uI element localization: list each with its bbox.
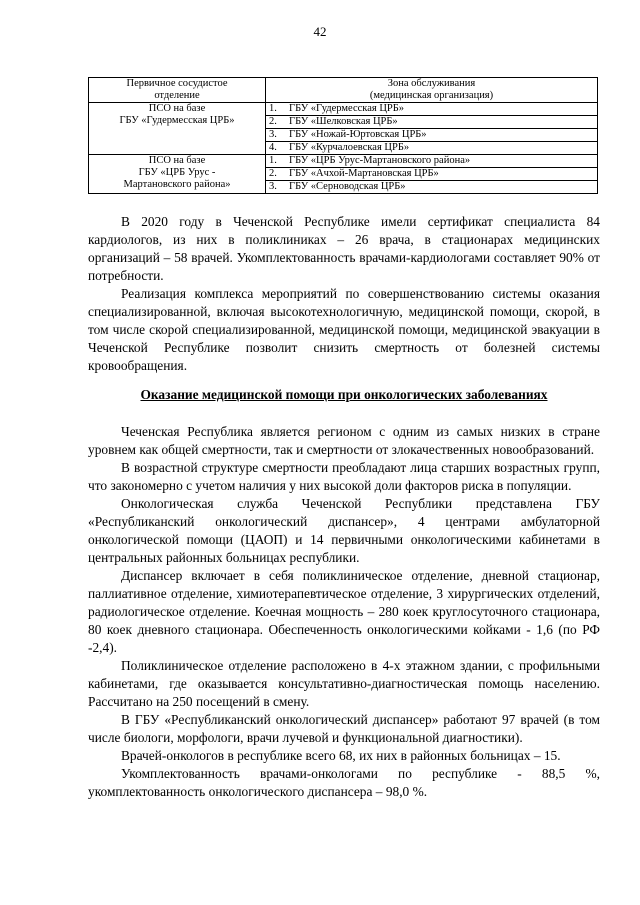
item-name: ГБУ «Ачхой-Мартановская ЦРБ» bbox=[286, 168, 598, 181]
paragraph: В возрастной структуре смертности преобладают лица старших возрастных групп, что закономерно с учетом наличия у них высокой доли факторов риска в популяции. bbox=[88, 460, 600, 493]
dept-cell bbox=[89, 155, 266, 194]
dept-line: ГБУ «Гудермесская ЦРБ» bbox=[119, 115, 235, 126]
table-row bbox=[89, 103, 598, 116]
zone-table bbox=[88, 77, 598, 194]
item-number: 2. bbox=[266, 116, 287, 129]
header-zone-line: (медицинская организация) bbox=[369, 90, 494, 101]
header-dept-line: отделение bbox=[154, 90, 200, 101]
paragraph: В ГБУ «Республиканский онкологический диспансер» работают 97 врачей (в том числе биологи, морфологи, врачи лучевой и функциональной диагностики). bbox=[88, 712, 600, 745]
header-zone bbox=[266, 78, 598, 103]
table-header-row bbox=[89, 78, 598, 103]
text-block-top bbox=[88, 213, 600, 375]
paragraph: Онкологическая служба Чеченской Республики представлена ГБУ «Республиканский онкологический диспансер», 4 центрами амбулаторной онкологической помощи (ЦАОП) и 14 первичными онкологическими кабинетами в центральных районных больницах республики. bbox=[88, 496, 600, 565]
dept-line: ГБУ «ЦРБ Урус - bbox=[138, 167, 216, 178]
item-name: ГБУ «Курчалоевская ЦРБ» bbox=[286, 142, 598, 155]
item-name: ГБУ «ЦРБ Урус-Мартановского района» bbox=[286, 155, 598, 168]
item-name: ГБУ «Гудермесская ЦРБ» bbox=[286, 103, 598, 116]
dept-line: Мартановского района» bbox=[123, 179, 231, 190]
item-number: 1. bbox=[266, 155, 287, 168]
paragraph: Реализация комплекса мероприятий по совершенствованию системы оказания специализированной, включая высокотехнологичную, медицинской помощи, скорой, в том числе скорой специализированной, медицинской помощи, медицинской эвакуации в Чеченской Республике позволит снизить смертность от болезней системы кровообращения. bbox=[88, 286, 600, 373]
text-block-bottom bbox=[88, 423, 600, 801]
paragraph: Укомплектованность врачами-онкологами по республике - 88,5 %, укомплектованность онкологического диспансера – 98,0 %. bbox=[88, 766, 600, 799]
item-number: 4. bbox=[266, 142, 287, 155]
header-dept-line: Первичное сосудистое bbox=[126, 78, 228, 89]
dept-line: ПСО на базе bbox=[148, 103, 206, 114]
header-zone-line: Зона обслуживания bbox=[387, 78, 476, 89]
paragraph: Врачей-онкологов в республике всего 68, их них в районных больницах – 15. bbox=[121, 748, 561, 763]
item-number: 3. bbox=[266, 129, 287, 142]
paragraph: Поликлиническое отделение расположено в 4-х этажном здании, с профильными кабинетами, где оказывается консультативно-диагностическая помощь населению. Рассчитано на 250 посещений в смену. bbox=[88, 658, 600, 709]
item-number: 2. bbox=[266, 168, 287, 181]
dept-line: ПСО на базе bbox=[148, 155, 206, 166]
item-number: 3. bbox=[266, 181, 287, 194]
paragraph: Диспансер включает в себя поликлиническое отделение, дневной стационар, паллиативное отделение, химиотерапевтическое отделение, 3 хирургических отделений, радиологическое отделение. Коечная мощность – 280 коек круглосуточного стационара, 80 коек дневного стационара. Обеспеченность онкологическими койками - 1,6 (по РФ -2,4). bbox=[88, 568, 600, 655]
table-row bbox=[89, 155, 598, 168]
section-heading: Оказание медицинской помощи при онкологических заболеваниях bbox=[140, 387, 548, 402]
item-name: ГБУ «Шелковская ЦРБ» bbox=[286, 116, 598, 129]
page-number: 42 bbox=[313, 24, 327, 39]
item-name: ГБУ «Серноводская ЦРБ» bbox=[286, 181, 598, 194]
paragraph: Чеченская Республика является регионом с одним из самых низких в стране уровнем как общей смертности, так и смертности от злокачественных новообразований. bbox=[88, 424, 600, 457]
item-name: ГБУ «Ножай-Юртовская ЦРБ» bbox=[286, 129, 598, 142]
dept-cell bbox=[89, 103, 266, 155]
header-dept bbox=[89, 78, 266, 103]
item-number: 1. bbox=[266, 103, 287, 116]
paragraph: В 2020 году в Чеченской Республике имели сертификат специалиста 84 кардиологов, из них в поликлиниках – 26 врача, в стационарах медицинских организаций – 58 врачей. Укомплектованность врачами-кардиологами составляет 90% от потребности. bbox=[88, 214, 600, 283]
